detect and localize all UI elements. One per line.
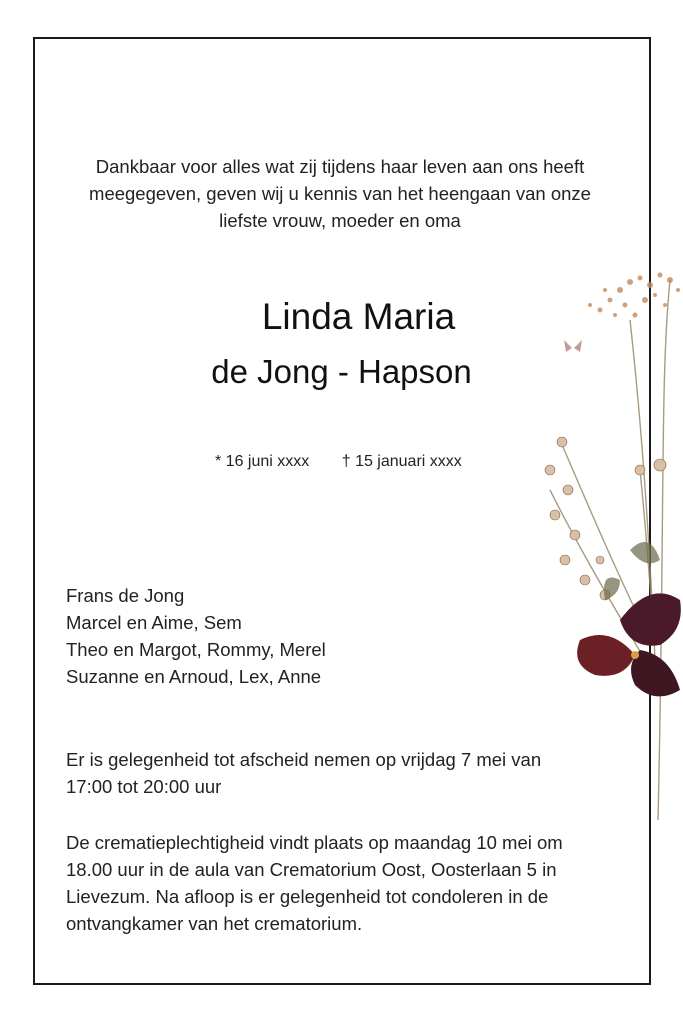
ceremony-line: ontvangkamer van het crematorium.: [66, 913, 363, 934]
ceremony-line: De crematieplechtigheid vindt plaats op maandag 10 mei om: [66, 832, 563, 853]
farewell-line: 17:00 tot 20:00 uur: [66, 776, 222, 797]
intro-text: [60, 153, 620, 234]
ceremony-paragraph: [66, 829, 626, 937]
family-list: [66, 582, 326, 690]
intro-line: meegegeven, geven wij u kennis van het heengaan van onze: [89, 183, 591, 204]
deceased-surname: de Jong - Hapson: [211, 353, 472, 390]
birth-date: * 16 juni xxxx: [215, 453, 310, 470]
watercolor-flower-illustration: [520, 260, 683, 830]
family-line: Frans de Jong: [66, 585, 185, 606]
ceremony-line: 18.00 uur in de aula van Crematorium Oost, Oosterlaan 5 in: [66, 859, 557, 880]
family-line: Theo en Margot, Rommy, Merel: [66, 639, 326, 660]
intro-line: liefste vrouw, moeder en oma: [219, 210, 461, 231]
farewell-line: Er is gelegenheid tot afscheid nemen op vrijdag 7 mei van: [66, 749, 542, 770]
death-date: † 15 januari xxxx: [341, 453, 462, 470]
life-dates: [215, 453, 462, 471]
family-line: Suzanne en Arnoud, Lex, Anne: [66, 666, 322, 687]
intro-line: Dankbaar voor alles wat zij tijdens haar leven aan ons heeft: [95, 156, 585, 177]
ceremony-line: Lievezum. Na afloop is er gelegenheid tot condoleren in de: [66, 886, 549, 907]
butterfly-icon: [564, 340, 582, 352]
family-line: Marcel en Aime, Sem: [66, 612, 242, 633]
deceased-first-names: Linda Maria: [261, 296, 456, 337]
